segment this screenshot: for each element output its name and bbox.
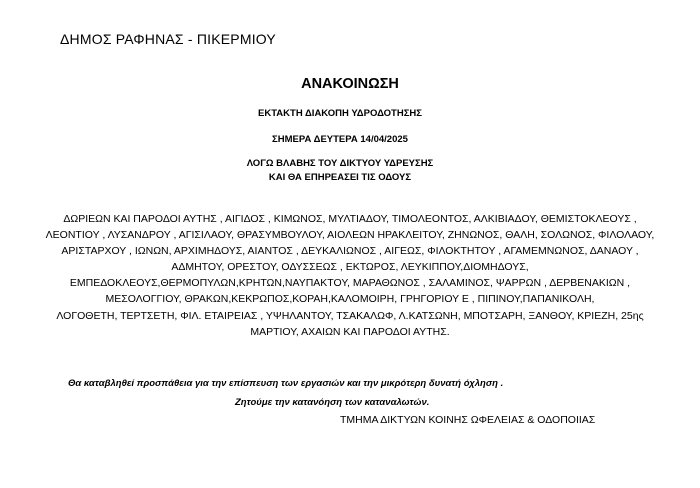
street-list-line: ΔΩΡΙΕΩΝ ΚΑΙ ΠΑΡΟΔΟΙ ΑΥΤΗΣ , ΑΙΓΙΔΟΣ , ΚΙΜΩΝΟΣ, ΜΥΛΤΙΑΔΟΥ, ΤΙΜΟΛΕΟΝΤΟΣ, ΑΛΚΙΒΙΑΔΟΥ, ΘΕΜΙΣΤΟΚΛΕΟΥΣ , bbox=[63, 213, 637, 225]
announcement-title: ΑΝΑΚΟΙΝΩΣΗ bbox=[301, 76, 399, 92]
announcement-reason-line-1: ΛΟΓΩ ΒΛΑΒΗΣ ΤΟΥ ΔΙΚΤΥΟΥ ΥΔΡΕΥΣΗΣ bbox=[246, 158, 434, 169]
street-list-line: ΛΟΓΟΘΕΤΗ, ΤΕΡΤΣΕΤΗ, ΦΙΛ. ΕΤΑΙΡΕΙΑΣ , ΥΨΗΛΑΝΤΟΥ, ΤΣΑΚΑΛΩΦ, Λ.ΚΑΤΣΩΝΗ, ΜΠΟΤΣΑΡΗ, ΞΑΝΘΟΥ, ΚΡΙΕΖΗ, 25ης bbox=[56, 310, 644, 322]
effort-note: Θα καταβληθεί προσπάθεια για την επίσπευση των εργασιών και την μικρότερη δυνατή όχληση . bbox=[68, 378, 504, 389]
street-list-line: ΜΕΣΟΛΟΓΓΙΟΥ, ΘΡΑΚΩΝ,ΚΕΚΡΩΠΟΣ,ΚΟΡΑΗ,ΚΑΛΟΜΟΙΡΗ, ΓΡΗΓΟΡΙΟΥ Ε , ΠΙΠΙΝΟΥ,ΠΑΠΑΝΙΚΟΛΗ, bbox=[105, 293, 595, 305]
department-signature: ΤΜΗΜΑ ΔΙΚΤΥΩΝ ΚΟΙΝΗΣ ΩΦΕΛΕΙΑΣ & ΟΔΟΠΟΙΙΑΣ bbox=[340, 414, 596, 426]
street-list-line: ΕΜΠΕΔΟΚΛΕΟΥΣ,ΘΕΡΜΟΠΥΛΩΝ,ΚΡΗΤΩΝ,ΝΑΥΠΑΚΤΟΥ, ΜΑΡΑΘΩΝΟΣ , ΣΑΛΑΜΙΝΟΣ, ΨΑΡΡΩΝ , ΔΕΡΒΕΝΑΚΙΩΝ , bbox=[69, 277, 631, 289]
street-list-line: ΛΕΟΝΤΙΟΥ , ΛΥΣΑΝΔΡΟΥ , ΑΓΙΣΙΛΑΟΥ, ΘΡΑΣΥΜΒΟΥΛΟΥ, ΑΙΟΛΕΩΝ ΗΡΑΚΛΕΙΤΟΥ, ΖΗΝΩΝΟΣ, ΘΑΛΗ, ΣΟΛΩΝΟΣ, ΦΙΛΟΛΑΟΥ, bbox=[45, 229, 655, 241]
announcement-reason-line-2: ΚΑΙ ΘΑ ΕΠΗΡΕΑΣΕΙ ΤΙΣ ΟΔΟΥΣ bbox=[268, 172, 412, 183]
street-list-line: ΑΔΜΗΤΟΥ, ΟΡΕΣΤΟΥ, ΟΔΥΣΣΕΩΣ , ΕΚΤΩΡΟΣ, ΛΕΥΚΙΠΠΟΥ,ΔΙΟΜΗΔΟΥΣ, bbox=[171, 261, 529, 273]
apology-note: Ζητούμε την κατανόηση των καταναλωτών. bbox=[235, 397, 430, 408]
municipality-header: ΔΗΜΟΣ ΡΑΦΗΝΑΣ - ΠΙΚΕΡΜΙΟΥ bbox=[60, 31, 276, 47]
street-list-line: ΑΡΙΣΤΑΡΧΟΥ , ΙΩΝΩΝ, ΑΡΧΙΜΗΔΟΥΣ, ΑΙΑΝΤΟΣ , ΔΕΥΚΑΛΙΩΝΟΣ , ΑΙΓΕΩΣ, ΦΙΛΟΚΤΗΤΟΥ , ΑΓΑΜΕΜΝΩΝΟΣ, ΔΑΝΑΟΥ , bbox=[61, 245, 639, 257]
street-list-line: ΜΑΡΤΙΟΥ, ΑΧΑΙΩΝ ΚΑΙ ΠΑΡΟΔΟΙ ΑΥΤΗΣ. bbox=[250, 326, 450, 338]
announcement-subtitle: ΕΚΤΑΚΤΗ ΔΙΑΚΟΠΗ ΥΔΡΟΔΟΤΗΣΗΣ bbox=[258, 108, 422, 119]
announcement-date: ΣΗΜΕΡΑ ΔΕΥΤΕΡΑ 14/04/2025 bbox=[272, 134, 408, 145]
